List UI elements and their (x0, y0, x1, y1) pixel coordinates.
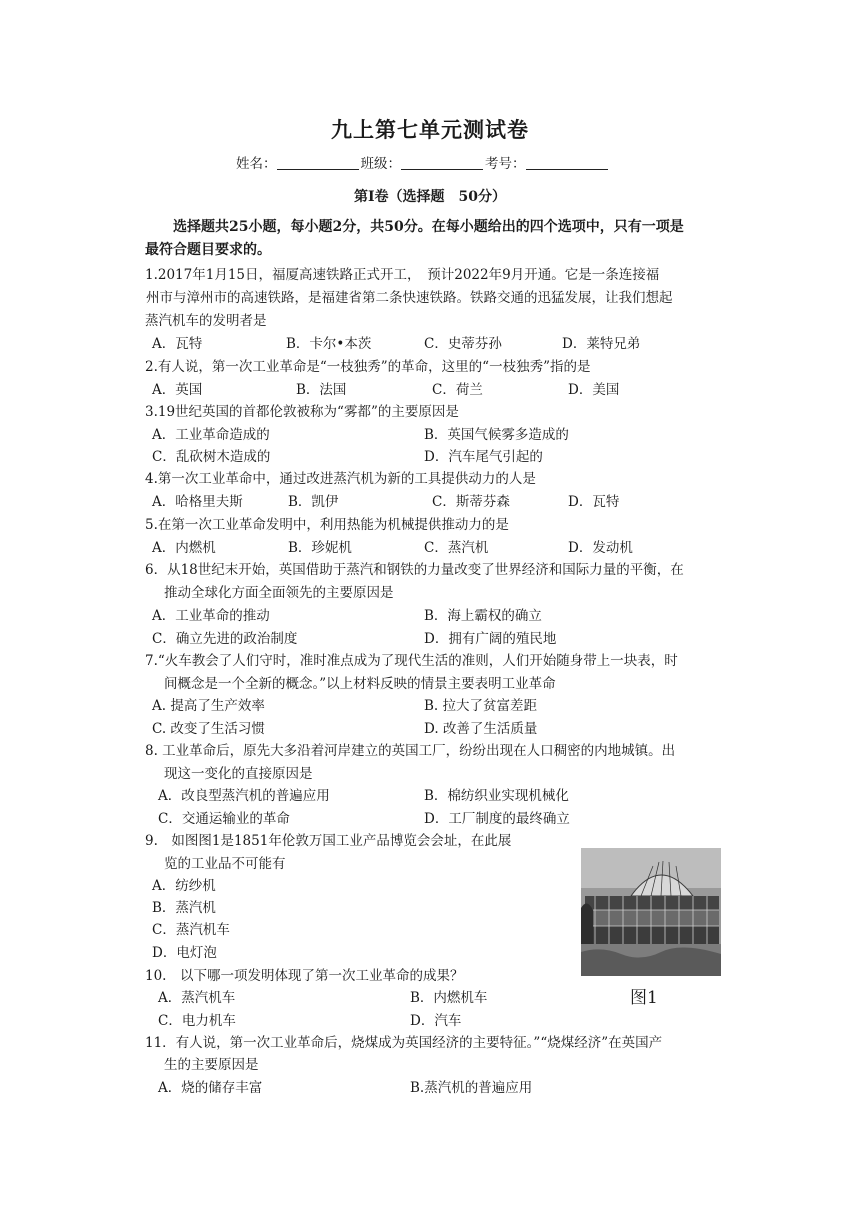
q1-line-3: 蒸汽机车的发明者是 (145, 313, 267, 329)
q8-option-a[interactable]: A．改良型蒸汽机的普遍应用 (158, 788, 330, 804)
q8-line-1: 8. 工业革命后，原先大多沿着河岸建立的英国工厂，纷纷出现在人口稠密的内地城镇。出 (145, 743, 676, 759)
q7-option-a[interactable]: A. 提高了生产效率 (152, 698, 265, 714)
q9-line-2: 览的工业品不可能有 (164, 856, 286, 872)
q6-line-2: 推动全球化方面全面领先的主要原因是 (164, 585, 394, 601)
q6-line-1: 6．从18世纪末开始，英国借助于蒸汽和钢铁的力量改变了世界经济和国际力量的平衡，在 (145, 562, 684, 578)
instructions-line-2: 最符合题目要求的。 (145, 242, 271, 258)
class-blank[interactable] (401, 155, 483, 170)
q5-option-c[interactable]: C．蒸汽机 (424, 540, 489, 556)
page-title: 九上第七单元测试卷 (331, 117, 529, 142)
q2-option-c[interactable]: C．荷兰 (432, 382, 483, 398)
q10-option-b[interactable]: B．内燃机车 (410, 990, 488, 1006)
q7-line-2: 间概念是一个全新的概念。”以上材料反映的情景主要表明工业革命 (164, 676, 556, 692)
q7-option-d[interactable]: D. 改善了生活质量 (424, 721, 538, 737)
q11-line-1: 11．有人说，第一次工业革命后，烧煤成为英国经济的主要特征。”“烧煤经济”在英国产 (145, 1035, 663, 1051)
q7-line-1: 7.“火车教会了人们守时，准时准点成为了现代生活的准则，人们开始随身带上一块表，时 (145, 653, 678, 669)
class-label: 班级： (360, 156, 401, 172)
q10-option-a[interactable]: A．蒸汽机车 (158, 990, 236, 1006)
q9-option-c[interactable]: C．蒸汽机车 (152, 922, 230, 938)
q3-line-1: 3.19世纪英国的首都伦敦被称为“雾都”的主要原因是 (145, 404, 459, 420)
q6-option-c[interactable]: C．确立先进的政治制度 (152, 631, 298, 647)
id-label: 考号： (485, 156, 526, 172)
q3-option-a[interactable]: A．工业革命造成的 (152, 427, 270, 443)
q7-option-b[interactable]: B. 拉大了贫富差距 (424, 698, 538, 714)
q10-option-c[interactable]: C．电力机车 (158, 1013, 236, 1029)
q9-option-a[interactable]: A．纺纱机 (152, 878, 216, 894)
q8-option-d[interactable]: D．工厂制度的最终确立 (424, 811, 570, 827)
q1-line-1: 1.2017年1月15日，福厦高速铁路正式开工， 预计2022年9月开通。它是一条连接福 (145, 267, 660, 283)
q4-option-c[interactable]: C．斯蒂芬森 (432, 494, 510, 510)
id-blank[interactable] (526, 155, 608, 170)
q9-option-b[interactable]: B．蒸汽机 (152, 900, 216, 916)
q5-option-d[interactable]: D．发动机 (568, 540, 633, 556)
q4-option-a[interactable]: A．哈格里夫斯 (152, 494, 243, 510)
name-blank[interactable] (277, 155, 359, 170)
q1-line-2: 州市与漳州市的高速铁路，是福建省第二条快速铁路。铁路交通的迅猛发展，让我们想起 (146, 290, 673, 306)
q6-option-b[interactable]: B．海上霸权的确立 (424, 608, 542, 624)
q4-option-d[interactable]: D．瓦特 (568, 494, 620, 510)
q2-line-1: 2.有人说，第一次工业革命是“一枝独秀”的革命，这里的“一枝独秀”指的是 (145, 359, 591, 375)
figure-1-caption: 图1 (630, 988, 658, 1008)
q3-option-d[interactable]: D．汽车尾气引起的 (424, 449, 543, 465)
q5-option-a[interactable]: A．内燃机 (152, 540, 216, 556)
q1-option-d[interactable]: D．莱特兄弟 (562, 336, 641, 352)
q11-line-2: 生的主要原因是 (164, 1057, 259, 1073)
q2-option-b[interactable]: B．法国 (296, 382, 347, 398)
instructions-line-1: 选择题共25小题，每小题2分，共50分。在每小题给出的四个选项中，只有一项是 (173, 219, 684, 235)
q6-option-d[interactable]: D．拥有广阔的殖民地 (424, 631, 557, 647)
q7-option-c[interactable]: C. 改变了生活习惯 (152, 721, 265, 737)
student-info-line (236, 152, 610, 172)
q8-option-b[interactable]: B．棉纺织业实现机械化 (424, 788, 569, 804)
q6-option-a[interactable]: A．工业革命的推动 (152, 608, 270, 624)
q4-line-1: 4.第一次工业革命中，通过改进蒸汽机为新的工具提供动力的人是 (145, 471, 536, 487)
q8-line-2: 现这一变化的直接原因是 (164, 766, 313, 782)
q9-line-1: 9. 如图图1是1851年伦敦万国工业产品博览会会址，在此展 (145, 833, 512, 849)
q8-option-c[interactable]: C．交通运输业的革命 (158, 811, 290, 827)
q4-option-b[interactable]: B．凯伊 (288, 494, 339, 510)
q5-option-b[interactable]: B．珍妮机 (288, 540, 352, 556)
q2-option-d[interactable]: D．美国 (568, 382, 620, 398)
section-heading: 第Ⅰ卷（选择题 50分） (353, 189, 507, 205)
q5-line-1: 5.在第一次工业革命发明中，利用热能为机械提供推动力的是 (145, 517, 509, 533)
q11-option-b[interactable]: B.蒸汽机的普遍应用 (410, 1080, 533, 1096)
q10-line-1: 10. 以下哪一项发明体现了第一次工业革命的成果？ (145, 968, 464, 984)
q3-option-c[interactable]: C．乱砍树木造成的 (152, 449, 271, 465)
q11-option-a[interactable]: A．烧的储存丰富 (158, 1080, 263, 1096)
q3-option-b[interactable]: B．英国气候雾多造成的 (424, 427, 569, 443)
q10-option-d[interactable]: D．汽车 (410, 1013, 462, 1029)
q9-option-d[interactable]: D．电灯泡 (152, 945, 217, 961)
q2-option-a[interactable]: A．英国 (152, 382, 203, 398)
q1-option-c[interactable]: C．史蒂芬孙 (424, 336, 502, 352)
q1-option-a[interactable]: A．瓦特 (152, 336, 203, 352)
figure-1-crystal-palace-image (581, 848, 721, 976)
q1-option-b[interactable]: B．卡尔•本茨 (286, 336, 372, 352)
name-label: 姓名： (236, 156, 277, 172)
